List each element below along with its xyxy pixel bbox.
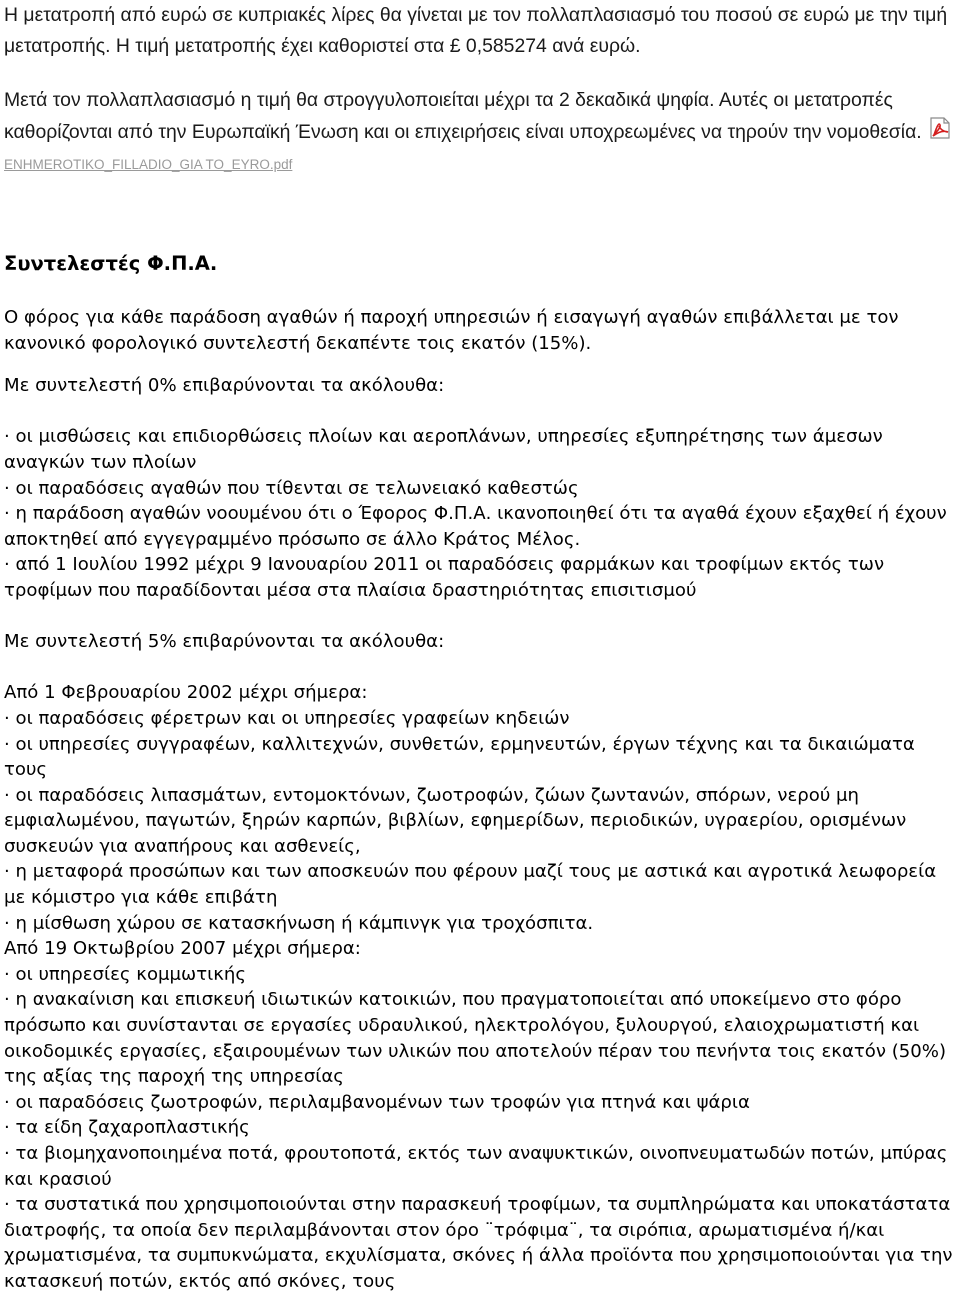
five-rate-period-2: Από 19 Οκτωβρίου 2007 μέχρι σήμερα: — [4, 938, 361, 960]
list-item: · οι παραδόσεις φέρετρων και οι υπηρεσίες γραφείων κηδειών — [4, 707, 570, 729]
list-item: · οι παραδόσεις ζωοτροφών, περιλαμβανομένων των τροφών για πτηνά και ψάρια — [4, 1091, 750, 1113]
list-item: · η μίσθωση χώρου σε κατασκήνωση ή κάμπινγκ για τροχόσπιτα. — [4, 912, 594, 934]
five-rate-period-1: Από 1 Φεβρουαρίου 2002 μέχρι σήμερα: — [4, 682, 368, 704]
pdf-file-icon[interactable] — [928, 116, 954, 140]
list-item: · οι μισθώσεις και επιδιορθώσεις πλοίων και αεροπλάνων, υπηρεσίες εξυπηρέτησης των άμεσων αναγκών των πλοίων — [4, 426, 883, 473]
zero-rate-list — [4, 424, 956, 603]
list-item: · τα είδη ζαχαροπλαστικής — [4, 1117, 250, 1139]
list-item: · τα βιομηχανοποιημένα ποτά, φρουτοποτά, εκτός των αναψυκτικών, οινοπνευματωδών ποτών, μπύρας και κρασιού — [4, 1143, 948, 1190]
list-item: · τα συστατικά που χρησιμοποιούνται στην παρασκευή τροφίμων, τα συμπληρώματα και υποκατάστατα διατροφής, τα οποία δεν περιλαμβάνονται στον όρο ¨τρόφιμα¨, τα σιρόπια, αρωματισμένα ή/και χρωματισμένα, τα συμπυκνώματα, εκχυλίσματα, σκόνες ή άλλα προϊόντα που χρησιμοποιούνται για την κατασκευή ποτών, εκτός από σκόνες, τους — [4, 1194, 953, 1292]
list-item: · οι υπηρεσίες συγγραφέων, καλλιτεχνών, συνθετών, ερμηνευτών, έργων τέχνης και τα δικαιώματα τους — [4, 733, 915, 781]
intro-paragraph-rounding — [4, 85, 956, 182]
list-item: · η ανακαίνιση και επισκευή ιδιωτικών κατοικιών, που πραγματοποιείται από υποκείμενο στο φόρο πρόσωπο και συνίστανται σε εργασίες υδραυλικού, ηλεκτρολόγου, ξυλουργού, ελαιοχρωματιστή και οικοδομικές εργασίες, εξαιρουμένων των υλικών που αποτελούν πέραν του πενήντα τοις εκατόν (50%) της αξίας της παροχή της υπηρεσίας — [4, 989, 947, 1088]
list-item: · η μεταφορά προσώπων και των αποσκευών που φέρουν μαζί τους με αστικά και αγροτικά λεωφορεία με κόμιστρο για κάθε επιβάτη — [4, 861, 937, 909]
pdf-download-link[interactable]: ENHMEROTIKO_FILLADIO_GIA TO_EYRO.pdf — [4, 156, 293, 172]
list-item: · οι παραδόσεις αγαθών που τίθενται σε τελωνειακό καθεστώς — [4, 477, 579, 499]
list-item: · οι παραδόσεις λιπασμάτων, εντομοκτόνων, ζωοτροφών, ζώων ζωντανών, σπόρων, νερού μη εμφιαλωμένου, παγωτών, ξηρών καρπών, βιβλίων, εφημερίδων, περιοδικών, υγραερίου, ορισμένων συσκευών για αναπήρους και ασθενείς, — [4, 784, 907, 857]
list-item: · η παράδοση αγαθών νοουμένου ότι ο Έφορος Φ.Π.Α. ικανοποιηθεί ότι τα αγαθά έχουν εξαχθεί ή έχουν αποκτηθεί από εγγεγραμμένο πρόσωπο σε άλλο Κράτος Μέλος. — [4, 503, 947, 550]
intro-paragraph-conversion: Η μετατροπή από ευρώ σε κυπριακές λίρες θα γίνεται με τον πολλαπλασιασμό του ποσού σε ευρώ με την τιμή μετατροπής. Η τιμή μετατροπής έχει καθοριστεί στα £ 0,585274 ανά ευρώ. — [4, 4, 948, 58]
standard-rate-paragraph: Ο φόρος για κάθε παράδοση αγαθών ή παροχή υπηρεσιών ή εισαγωγή αγαθών επιβάλλεται με τον κανονικό φορολογικό συντελεστή δεκαπέντε τοις εκατόν (15%). — [4, 307, 899, 354]
list-item: · οι υπηρεσίες κομμωτικής — [4, 963, 246, 985]
zero-rate-title: Με συντελεστή 0% επιβαρύνονται τα ακόλουθα: — [4, 375, 445, 397]
intro-section — [4, 0, 956, 182]
intro-rounding-text: Μετά τον πολλαπλασιασμό η τιμή θα στρογγυλοποιείται μέχρι τα 2 δεκαδικά ψηφία. Αυτές οι μετατροπές καθορίζονται από την Ευρωπαϊκή Ένωση και οι επιχειρήσεις είναι υποχρεωμένες να τηρούν την νομοθεσία. — [4, 88, 922, 144]
list-item: · από 1 Ιουλίου 1992 μέχρι 9 Ιανουαρίου 2011 οι παραδόσεις φαρμάκων και τροφίμων εκτός των τροφίμων που παραδίδονται μέσα στα πλαίσια δραστηριότητας επισιτισμού — [4, 554, 885, 601]
five-rate-title: Με συντελεστή 5% επιβαρύνονται τα ακόλουθα: — [4, 631, 445, 653]
vat-rates-heading: Συντελεστές Φ.Π.Α. — [4, 252, 218, 275]
five-rate-list-2 — [4, 962, 956, 1295]
vat-rates-content — [4, 305, 956, 1295]
five-rate-list-1 — [4, 706, 956, 936]
